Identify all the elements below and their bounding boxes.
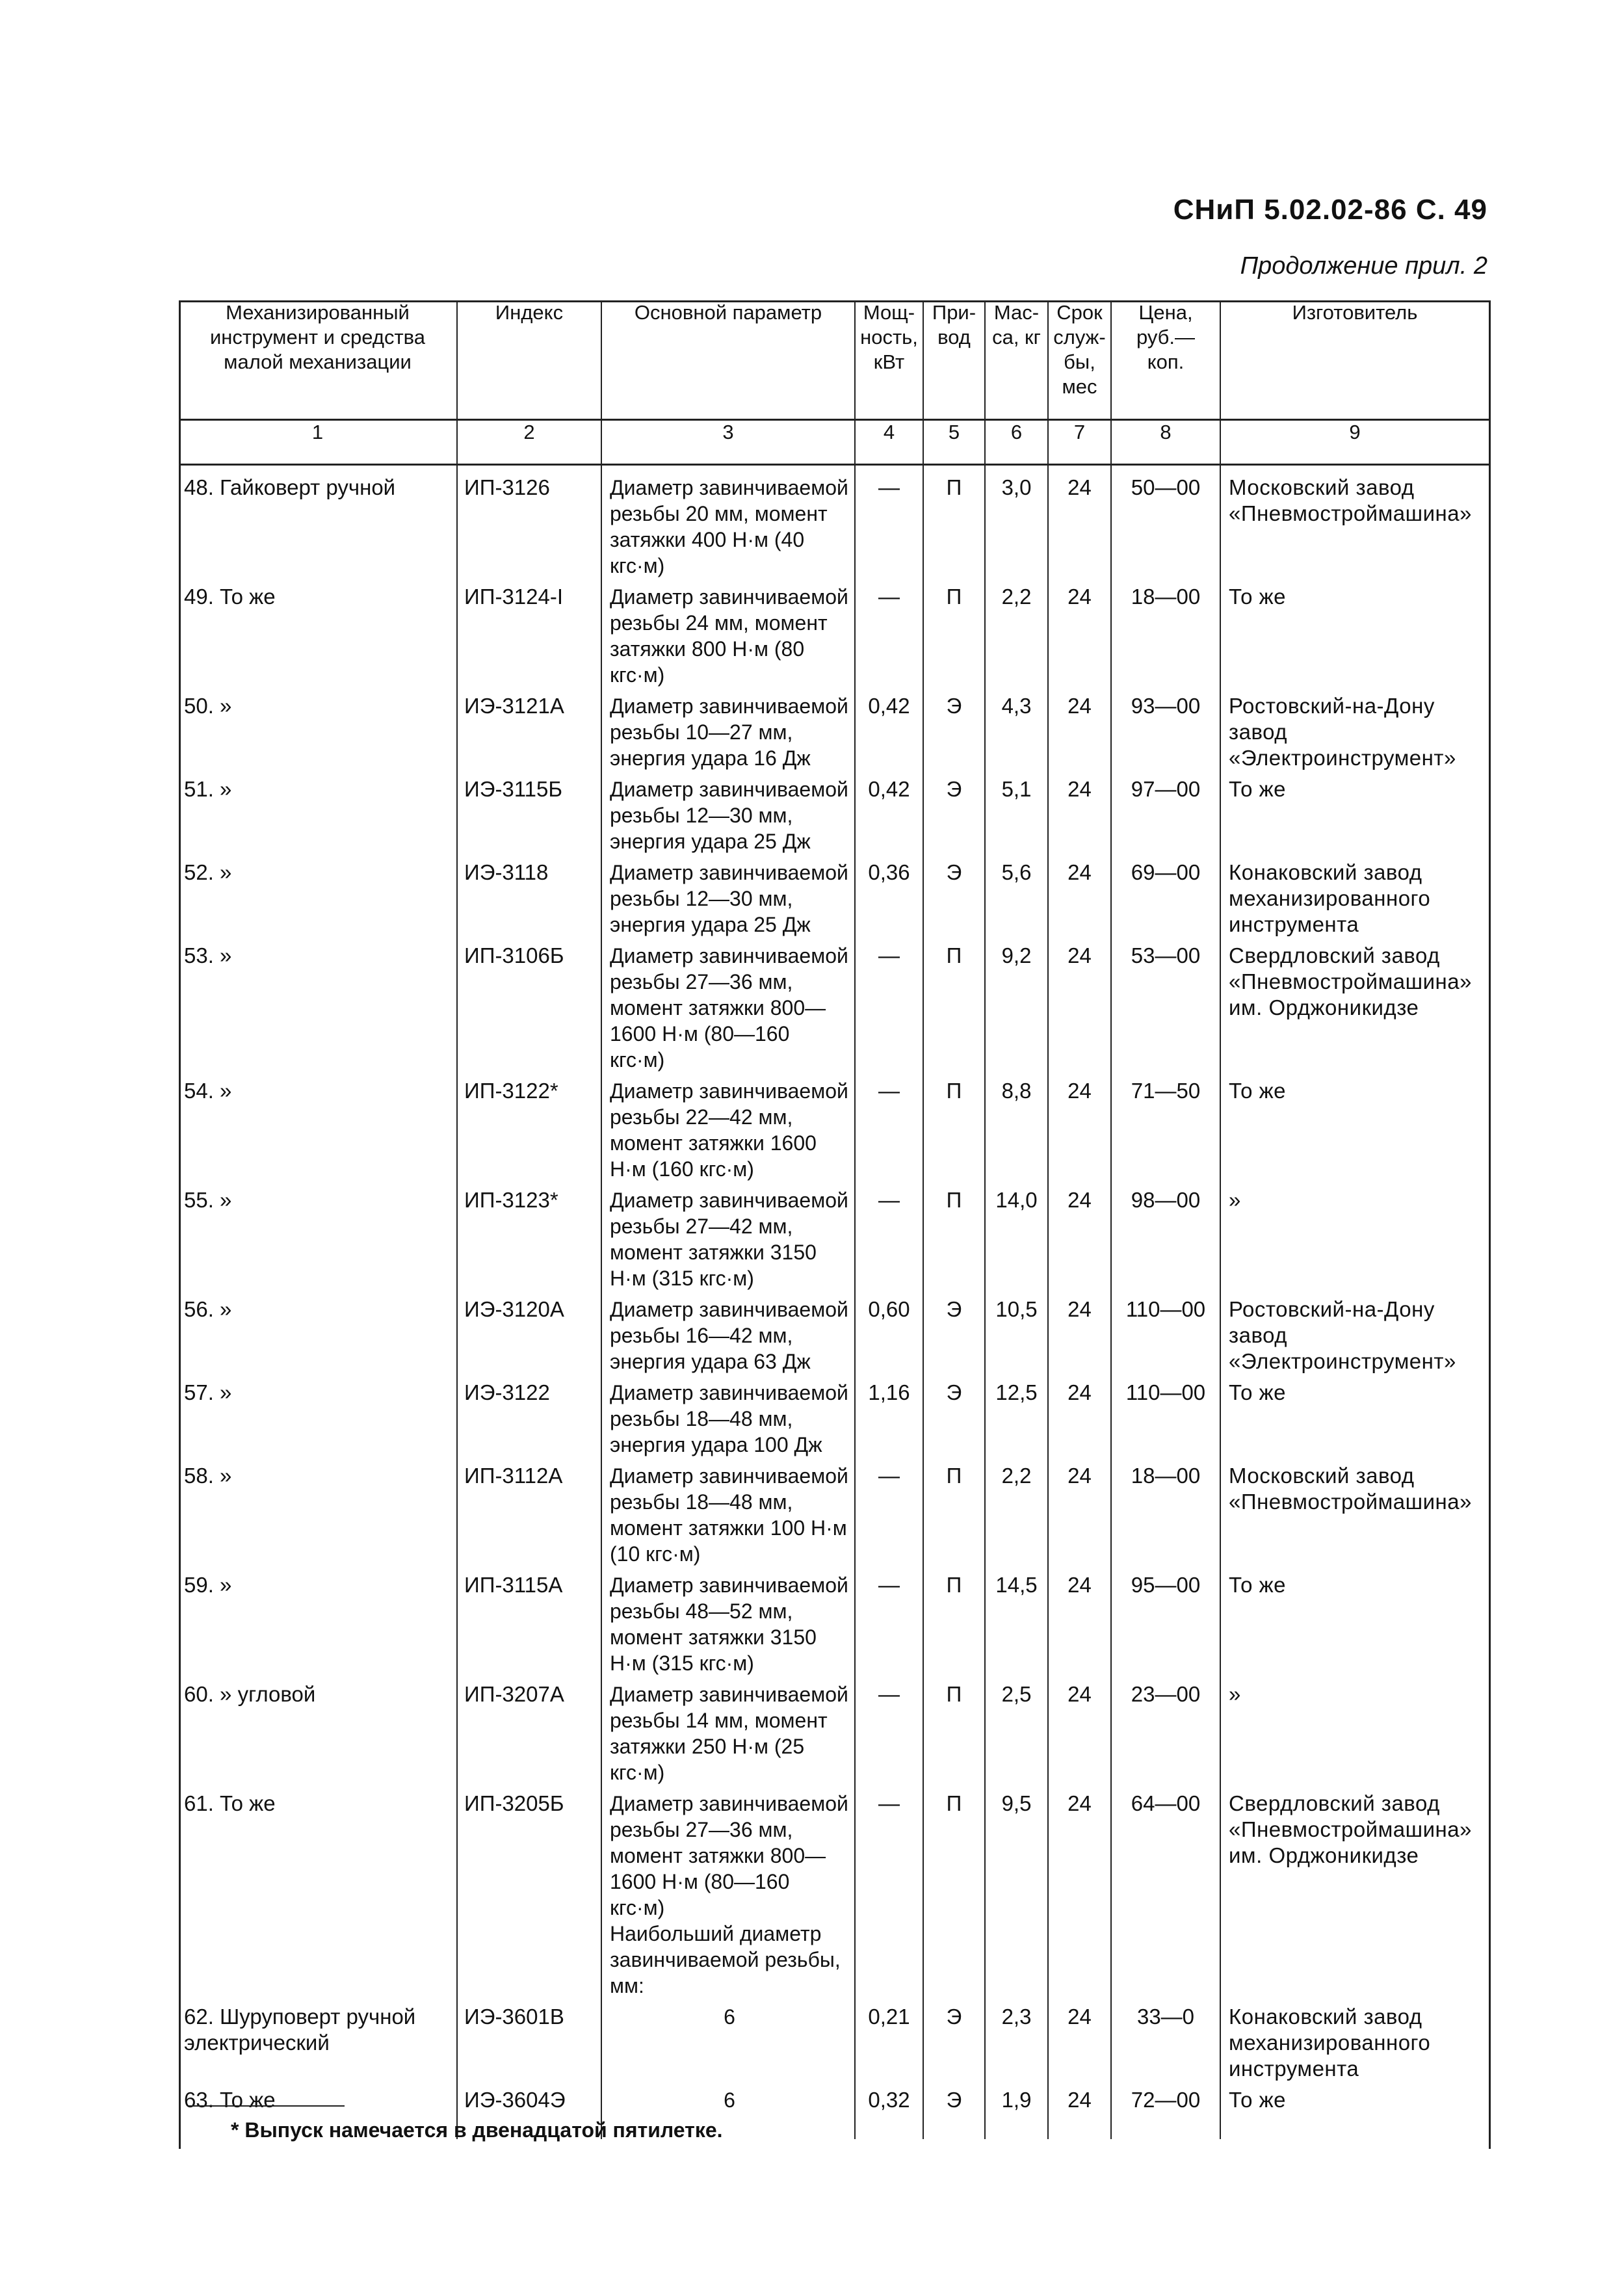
service-life: 24	[1048, 1676, 1111, 1785]
tool-name: 63. То же	[179, 2082, 457, 2139]
service-life: 24	[1048, 938, 1111, 1073]
main-parameter: Диаметр завинчиваемой резьбы 14 мм, момент затяжки 250 Н·м (25 кгс·м)	[610, 1683, 848, 1784]
price-value: 33—0	[1111, 1999, 1220, 2082]
service-life: 24	[1048, 854, 1111, 938]
drive-type: П	[923, 1073, 985, 1182]
main-parameter-cell	[601, 771, 855, 854]
tool-index: ИЭ-3118	[457, 854, 601, 938]
main-parameter-cell	[601, 1073, 855, 1182]
tool-index: ИЭ-3122	[457, 1374, 601, 1458]
power-value: 0,36	[855, 854, 923, 938]
mass-value: 10,5	[985, 1291, 1048, 1374]
mass-value: 4,3	[985, 688, 1048, 771]
power-value: —	[855, 1567, 923, 1676]
column-number: 2	[457, 420, 601, 465]
mass-value: 1,9	[985, 2082, 1048, 2139]
service-life: 24	[1048, 1291, 1111, 1374]
main-parameter: Диаметр завинчиваемой резьбы 12—30 мм, энергия удара 25 Дж	[610, 861, 848, 936]
price-value: 72—00	[1111, 2082, 1220, 2139]
service-life: 24	[1048, 771, 1111, 854]
tool-index: ИП-3124-I	[457, 579, 601, 688]
main-parameter: Диаметр завинчиваемой резьбы 27—36 мм, момент затяжки 800—1600 Н·м (80—160 кгс·м)	[610, 1792, 848, 1919]
table-row	[179, 1073, 1489, 1182]
drive-type: П	[923, 579, 985, 688]
manufacturer: Ростовский-на-Дону завод «Электроинструмент»	[1220, 1291, 1489, 1374]
tool-name: 53. »	[179, 938, 457, 1073]
manufacturer: То же	[1220, 1374, 1489, 1458]
main-parameter-cell	[601, 1374, 855, 1458]
table-row	[179, 579, 1489, 688]
column-number: 6	[985, 420, 1048, 465]
column-number: 7	[1048, 420, 1111, 465]
column-header: Изготовитель	[1220, 300, 1489, 420]
main-parameter-cell	[601, 1567, 855, 1676]
footnote-divider	[189, 2105, 345, 2107]
power-value: —	[855, 1182, 923, 1291]
column-header: Механизированный инструмент и средства малой механизации	[179, 300, 457, 420]
footnote: * Выпуск намечается в двенадцатой пятилетке.	[231, 2118, 723, 2142]
service-life: 24	[1048, 1567, 1111, 1676]
manufacturer: Конаковский завод механизированного инструмента	[1220, 1999, 1489, 2082]
power-value: —	[855, 938, 923, 1073]
service-life: 24	[1048, 465, 1111, 579]
main-parameter-cell	[601, 1676, 855, 1785]
price-value: 110—00	[1111, 1374, 1220, 1458]
main-parameter: Диаметр завинчиваемой резьбы 27—42 мм, момент затяжки 3150 Н·м (315 кгс·м)	[610, 1189, 848, 1290]
power-value: 0,32	[855, 2082, 923, 2139]
main-parameter-cell	[601, 1785, 855, 1999]
table-row	[179, 1458, 1489, 1567]
mass-value: 12,5	[985, 1374, 1048, 1458]
mass-value: 14,5	[985, 1567, 1048, 1676]
manufacturer: »	[1220, 1182, 1489, 1291]
price-value: 95—00	[1111, 1567, 1220, 1676]
main-parameter: 6	[724, 2005, 735, 2029]
power-value: 0,42	[855, 771, 923, 854]
tool-name: 59. »	[179, 1567, 457, 1676]
column-header: При-вод	[923, 300, 985, 420]
table-row	[179, 1567, 1489, 1676]
continuation-label: Продолжение прил. 2	[1240, 252, 1487, 280]
main-parameter: Диаметр завинчиваемой резьбы 22—42 мм, момент затяжки 1600 Н·м (160 кгс·м)	[610, 1079, 848, 1181]
tool-name: 50. »	[179, 688, 457, 771]
mass-value: 2,2	[985, 1458, 1048, 1567]
mass-value: 5,1	[985, 771, 1048, 854]
tool-index: ИЭ-3604Э	[457, 2082, 601, 2139]
main-parameter: Диаметр завинчиваемой резьбы 10—27 мм, энергия удара 16 Дж	[610, 694, 848, 770]
service-life: 24	[1048, 1182, 1111, 1291]
price-value: 53—00	[1111, 938, 1220, 1073]
main-parameter-cell	[601, 938, 855, 1073]
tool-index: ИП-3115А	[457, 1567, 601, 1676]
main-parameter: Диаметр завинчиваемой резьбы 16—42 мм, энергия удара 63 Дж	[610, 1298, 848, 1373]
manufacturer: Ростовский-на-Дону завод «Электроинструмент»	[1220, 688, 1489, 771]
main-parameter-cell	[601, 688, 855, 771]
tools-table	[179, 300, 1489, 2139]
tool-index: ИП-3205Б	[457, 1785, 601, 1999]
drive-type: Э	[923, 771, 985, 854]
power-value: —	[855, 1785, 923, 1999]
main-parameter-cell	[601, 1458, 855, 1567]
drive-type: П	[923, 1567, 985, 1676]
tool-index: ИП-3123*	[457, 1182, 601, 1291]
service-life: 24	[1048, 1785, 1111, 1999]
drive-type: П	[923, 1785, 985, 1999]
main-parameter-cell	[601, 1182, 855, 1291]
drive-type: П	[923, 1182, 985, 1291]
manufacturer: Конаковский завод механизированного инструмента	[1220, 854, 1489, 938]
tool-name: 61. То же	[179, 1785, 457, 1999]
column-number: 9	[1220, 420, 1489, 465]
service-life: 24	[1048, 579, 1111, 688]
manufacturer: То же	[1220, 2082, 1489, 2139]
manufacturer: То же	[1220, 579, 1489, 688]
column-number-row	[179, 420, 1489, 465]
price-value: 23—00	[1111, 1676, 1220, 1785]
column-header: Мас-са, кг	[985, 300, 1048, 420]
tool-index: ИП-3112А	[457, 1458, 601, 1567]
table-row	[179, 771, 1489, 854]
tool-name: 58. »	[179, 1458, 457, 1567]
main-parameter: Диаметр завинчиваемой резьбы 48—52 мм, момент затяжки 3150 Н·м (315 кгс·м)	[610, 1573, 848, 1675]
manufacturer: Свердловский завод «Пневмостроймашина» им. Орджоникидзе	[1220, 1785, 1489, 1999]
mass-value: 2,2	[985, 579, 1048, 688]
drive-type: П	[923, 1676, 985, 1785]
main-parameter: 6	[724, 2088, 735, 2112]
tool-index: ИП-3126	[457, 465, 601, 579]
main-parameter: Диаметр завинчиваемой резьбы 12—30 мм, энергия удара 25 Дж	[610, 778, 848, 853]
manufacturer: То же	[1220, 1073, 1489, 1182]
main-parameter-cell	[601, 1999, 855, 2082]
power-value: 0,42	[855, 688, 923, 771]
tool-name: 56. »	[179, 1291, 457, 1374]
main-parameter: Диаметр завинчиваемой резьбы 24 мм, момент затяжки 800 Н·м (80 кгс·м)	[610, 585, 848, 687]
mass-value: 3,0	[985, 465, 1048, 579]
main-parameter: Диаметр завинчиваемой резьбы 18—48 мм, энергия удара 100 Дж	[610, 1381, 848, 1456]
mass-value: 2,3	[985, 1999, 1048, 2082]
price-value: 50—00	[1111, 465, 1220, 579]
table-row	[179, 1676, 1489, 1785]
power-value: —	[855, 1676, 923, 1785]
tool-index: ИЭ-3115Б	[457, 771, 601, 854]
main-parameter: Диаметр завинчиваемой резьбы 18—48 мм, момент затяжки 100 Н·м (10 кгс·м)	[610, 1464, 848, 1566]
table-row	[179, 1999, 1489, 2082]
drive-type: Э	[923, 854, 985, 938]
tool-index: ИЭ-3601В	[457, 1999, 601, 2082]
tool-name: 49. То же	[179, 579, 457, 688]
column-header: Мощ-ность, кВт	[855, 300, 923, 420]
price-value: 64—00	[1111, 1785, 1220, 1999]
power-value: —	[855, 1458, 923, 1567]
table-row	[179, 1785, 1489, 1999]
column-number: 8	[1111, 420, 1220, 465]
tool-index: ИЭ-3120А	[457, 1291, 601, 1374]
tool-index: ИП-3207А	[457, 1676, 601, 1785]
manufacturer: »	[1220, 1676, 1489, 1785]
tool-name: 52. »	[179, 854, 457, 938]
tool-name: 60. » угловой	[179, 1676, 457, 1785]
tool-name: 51. »	[179, 771, 457, 854]
table-row	[179, 1374, 1489, 1458]
drive-type: Э	[923, 688, 985, 771]
drive-type: Э	[923, 2082, 985, 2139]
price-value: 18—00	[1111, 579, 1220, 688]
mass-value: 14,0	[985, 1182, 1048, 1291]
service-life: 24	[1048, 1458, 1111, 1567]
price-value: 98—00	[1111, 1182, 1220, 1291]
document-code: СНиП 5.02.02-86 С. 49	[1173, 194, 1487, 226]
tool-name: 54. »	[179, 1073, 457, 1182]
table-row	[179, 465, 1489, 579]
table-row	[179, 938, 1489, 1073]
price-value: 93—00	[1111, 688, 1220, 771]
main-parameter: Диаметр завинчиваемой резьбы 27—36 мм, момент затяжки 800—1600 Н·м (80—160 кгс·м)	[610, 944, 848, 1072]
manufacturer: Московский завод «Пневмостроймашина»	[1220, 465, 1489, 579]
price-value: 110—00	[1111, 1291, 1220, 1374]
column-number: 5	[923, 420, 985, 465]
service-life: 24	[1048, 1374, 1111, 1458]
mass-value: 5,6	[985, 854, 1048, 938]
main-parameter: Диаметр завинчиваемой резьбы 20 мм, момент затяжки 400 Н·м (40 кгс·м)	[610, 476, 848, 577]
column-header: Основной параметр	[601, 300, 855, 420]
mass-value: 9,2	[985, 938, 1048, 1073]
service-life: 24	[1048, 688, 1111, 771]
drive-type: Э	[923, 1999, 985, 2082]
tool-index: ИП-3106Б	[457, 938, 601, 1073]
mass-value: 9,5	[985, 1785, 1048, 1999]
parameter-note: Наибольший диаметр завинчиваемой резьбы, мм:	[610, 1922, 841, 1997]
drive-type: Э	[923, 1291, 985, 1374]
column-number: 3	[601, 420, 855, 465]
column-number: 1	[179, 420, 457, 465]
price-value: 18—00	[1111, 1458, 1220, 1567]
main-parameter-cell	[601, 854, 855, 938]
table-row	[179, 688, 1489, 771]
price-value: 71—50	[1111, 1073, 1220, 1182]
drive-type: П	[923, 938, 985, 1073]
tool-index: ИП-3122*	[457, 1073, 601, 1182]
service-life: 24	[1048, 2082, 1111, 2139]
price-value: 97—00	[1111, 771, 1220, 854]
table-row	[179, 1182, 1489, 1291]
service-life: 24	[1048, 1999, 1111, 2082]
main-parameter-cell	[601, 1291, 855, 1374]
main-parameter-cell	[601, 465, 855, 579]
service-life: 24	[1048, 1073, 1111, 1182]
power-value: —	[855, 1073, 923, 1182]
drive-type: П	[923, 1458, 985, 1567]
table-row	[179, 854, 1489, 938]
power-value: 1,16	[855, 1374, 923, 1458]
tool-index: ИЭ-3121А	[457, 688, 601, 771]
power-value: 0,21	[855, 1999, 923, 2082]
drive-type: П	[923, 465, 985, 579]
power-value: 0,60	[855, 1291, 923, 1374]
mass-value: 2,5	[985, 1676, 1048, 1785]
power-value: —	[855, 465, 923, 579]
table-row	[179, 1291, 1489, 1374]
tool-name: 48. Гайковерт ручной	[179, 465, 457, 579]
column-header: Индекс	[457, 300, 601, 420]
column-number: 4	[855, 420, 923, 465]
tool-name: 57. »	[179, 1374, 457, 1458]
mass-value: 8,8	[985, 1073, 1048, 1182]
power-value: —	[855, 579, 923, 688]
tool-name: 55. »	[179, 1182, 457, 1291]
column-header: Цена, руб.— коп.	[1111, 300, 1220, 420]
header-row	[179, 300, 1489, 420]
manufacturer: То же	[1220, 771, 1489, 854]
tool-name: 62. Шуруповерт ручной электрический	[179, 1999, 457, 2082]
price-value: 69—00	[1111, 854, 1220, 938]
manufacturer: Московский завод «Пневмостроймашина»	[1220, 1458, 1489, 1567]
manufacturer: Свердловский завод «Пневмостроймашина» им. Орджоникидзе	[1220, 938, 1489, 1073]
drive-type: Э	[923, 1374, 985, 1458]
column-header: Срок служ-бы, мес	[1048, 300, 1111, 420]
manufacturer: То же	[1220, 1567, 1489, 1676]
main-parameter-cell	[601, 579, 855, 688]
